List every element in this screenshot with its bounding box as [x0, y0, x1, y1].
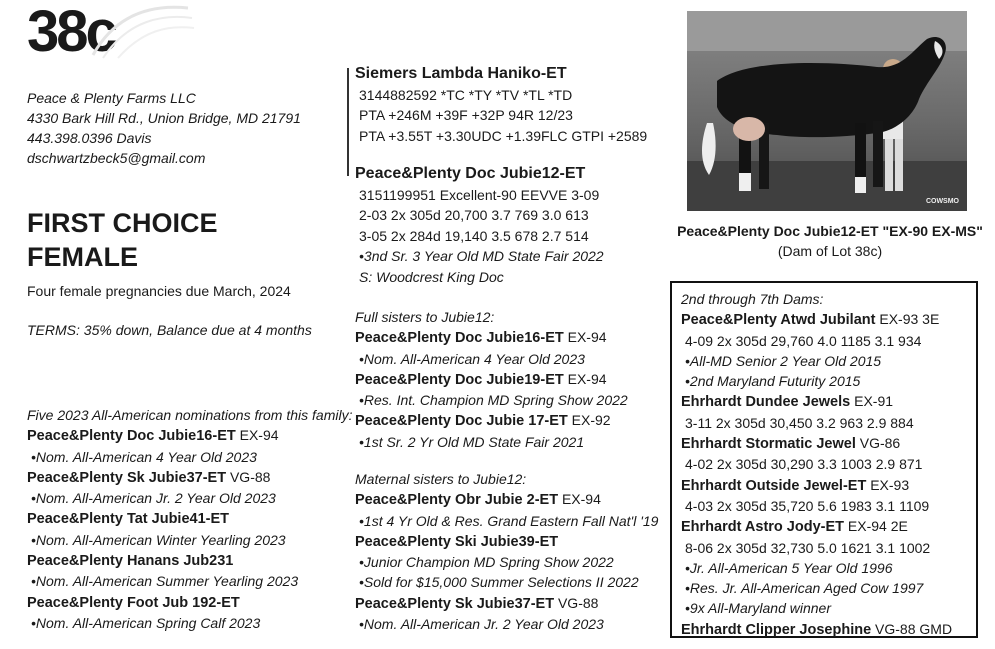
dam-line: 2-03 2x 305d 20,700 3.7 769 3.0 613	[359, 207, 589, 223]
cow-name: Peace&Plenty Tat Jubie41-ET	[27, 511, 230, 528]
list-item	[681, 391, 976, 412]
list-item	[681, 433, 976, 454]
cow-name: Peace&Plenty Obr Jubie 2-ET	[355, 492, 559, 509]
consignor-phone: 443.398.0396 Davis	[27, 130, 152, 146]
cow-note: •Sold for $15,000 Summer Selections II 2022	[359, 574, 639, 591]
list-item	[681, 619, 976, 640]
cow-silhouette-icon	[687, 11, 967, 211]
cow-grade: EX-94	[235, 427, 279, 444]
sale-terms: TERMS: 35% down, Balance due at 4 months	[27, 322, 312, 338]
cow-photo	[687, 11, 967, 211]
consignor-info	[27, 88, 301, 168]
cow-grade: EX-92	[567, 412, 611, 429]
maternal-sisters-title: Maternal sisters to Jubie12:	[355, 471, 527, 487]
photo-caption	[665, 221, 995, 261]
cow-name: Ehrhardt Astro Jody-ET	[681, 519, 845, 536]
dam-note: •3nd Sr. 3 Year Old MD State Fair 2022	[359, 248, 604, 264]
cow-grade: EX-94	[558, 491, 601, 508]
list-item	[27, 550, 353, 571]
cow-name: Peace&Plenty Atwd Jubilant	[681, 312, 876, 329]
cow-grade: VG-88 GMD	[871, 620, 953, 637]
decorative-swirl-icon	[88, 0, 198, 60]
cow-note: •1st 4 Yr Old & Res. Grand Eastern Fall Nat'l '19	[359, 512, 659, 529]
cow-record: 8-06 2x 305d 32,730 5.0 1621 3.1 1002	[685, 539, 931, 556]
cow-name: Peace&Plenty Doc Jubie 17-ET	[355, 413, 568, 430]
headline-line-1: FIRST CHOICE	[27, 208, 218, 238]
cow-grade: EX-93	[866, 476, 910, 493]
cow-note: •Nom. All-American 4 Year Old 2023	[31, 448, 257, 465]
cow-name: Ehrhardt Dundee Jewels	[681, 394, 851, 411]
consignor-address: 4330 Bark Hill Rd., Union Bridge, MD 21791	[27, 110, 301, 126]
cow-grade: EX-91	[850, 393, 894, 410]
lot-headline	[27, 206, 218, 274]
dam-name: Peace&Plenty Doc Jubie12-ET	[355, 165, 586, 182]
sire-line: PTA +3.55T +3.30UDC +1.39FLC GTPI +2589	[359, 127, 648, 144]
cow-grade: EX-94 2E	[844, 518, 908, 535]
cow-note: •Nom. All-American Jr. 2 Year Old 2023	[359, 616, 604, 633]
cow-name: Peace&Plenty Doc Jubie16-ET	[27, 428, 236, 445]
cow-note: •Nom. All-American Jr. 2 Year Old 2023	[31, 490, 276, 507]
sire-line: PTA +246M +39F +32P 94R 12/23	[359, 107, 573, 123]
consignor-email: dschwartzbeck5@gmail.com	[27, 150, 206, 166]
cow-name: Peace&Plenty Foot Jub 192-ET	[27, 594, 240, 611]
list-item	[681, 309, 976, 330]
photo-credit: COWSMO	[925, 198, 959, 205]
consignor-farm: Peace & Plenty Farms LLC	[27, 90, 196, 106]
cow-name: Peace&Plenty Hanans Jub231	[27, 553, 234, 570]
nominations-list	[27, 405, 353, 633]
list-item	[27, 467, 353, 488]
pedigree-bracket	[347, 68, 349, 176]
list-item	[27, 425, 353, 446]
dams-title: 2nd through 7th Dams:	[681, 291, 824, 307]
nominations-intro: Five 2023 All-American nominations from this family:	[27, 407, 353, 423]
cow-name: Peace&Plenty Doc Jubie19-ET	[355, 371, 564, 388]
dams-box	[670, 281, 978, 638]
list-item	[355, 593, 658, 614]
cow-grade: VG-88	[554, 594, 599, 611]
dam-block	[355, 164, 604, 287]
cow-note: •9x All-Maryland winner	[685, 600, 831, 617]
cow-note: •Nom. All-American 4 Year Old 2023	[359, 350, 585, 367]
cow-name: Peace&Plenty Sk Jubie37-ET	[355, 595, 555, 612]
maternal-sisters-list	[355, 469, 658, 634]
sire-block	[355, 64, 647, 146]
full-sisters-title: Full sisters to Jubie12:	[355, 309, 495, 325]
cow-note: •Res. Jr. All-American Aged Cow 1997	[685, 580, 924, 597]
cow-grade: EX-94	[563, 370, 607, 387]
caption-sub: (Dam of Lot 38c)	[777, 243, 883, 259]
cow-name: Peace&Plenty Doc Jubie16-ET	[355, 330, 564, 347]
cow-note: •Junior Champion MD Spring Show 2022	[359, 554, 614, 571]
cow-record: 3-11 2x 305d 30,450 3.2 963 2.9 884	[685, 414, 914, 431]
headline-line-2: FEMALE	[27, 242, 138, 272]
list-item	[27, 508, 353, 529]
sire-name: Siemers Lambda Haniko-ET	[355, 65, 567, 82]
cow-record: 4-09 2x 305d 29,760 4.0 1185 3.1 934	[685, 332, 922, 349]
dam-note: S: Woodcrest King Doc	[359, 268, 504, 285]
cow-note: •Nom. All-American Winter Yearling 2023	[31, 531, 286, 548]
full-sisters-list	[355, 307, 628, 452]
cow-grade: VG-88	[226, 468, 271, 485]
cow-name: Ehrhardt Outside Jewel-ET	[681, 477, 867, 494]
cow-note: •Nom. All-American Summer Yearling 2023	[31, 573, 299, 590]
sire-line: 3144882592 *TC *TY *TV *TL *TD	[359, 86, 573, 103]
list-item	[355, 531, 658, 552]
cow-note: •2nd Maryland Futurity 2015	[685, 373, 861, 390]
cow-name: Ehrhardt Stormatic Jewel	[681, 436, 856, 453]
cow-note: •Jr. All-American 5 Year Old 1996	[685, 559, 893, 576]
cow-note: •1st Sr. 2 Yr Old MD State Fair 2021	[359, 433, 585, 450]
caption-name: Peace&Plenty Doc Jubie12-ET "EX-90 EX-MS"	[677, 223, 983, 239]
list-item	[355, 369, 628, 390]
dam-line: 3151199951 Excellent-90 EEVVE 3-09	[359, 186, 600, 203]
cow-note: •Res. Int. Champion MD Spring Show 2022	[359, 392, 628, 409]
cow-note: •Nom. All-American Spring Calf 2023	[31, 614, 261, 631]
dam-line: 3-05 2x 284d 19,140 3.5 678 2.7 514	[359, 227, 589, 244]
cow-name: Peace&Plenty Sk Jubie37-ET	[27, 469, 227, 486]
cow-name: Ehrhardt Clipper Josephine	[681, 621, 872, 638]
cow-record: 4-03 2x 305d 35,720 5.6 1983 3.1 1109	[685, 497, 930, 514]
list-item	[681, 475, 976, 496]
cow-grade: VG-86	[855, 435, 901, 452]
cow-name: Peace&Plenty Ski Jubie39-ET	[355, 533, 559, 550]
list-item	[27, 592, 353, 613]
cow-note: •All-MD Senior 2 Year Old 2015	[685, 352, 882, 369]
list-item	[355, 489, 658, 510]
lot-number: 38c	[27, 0, 115, 64]
lot-subline: Four female pregnancies due March, 2024	[27, 283, 291, 299]
list-item	[355, 327, 628, 348]
cow-grade: EX-93 3E	[875, 311, 940, 328]
list-item	[681, 516, 976, 537]
cow-record: 4-02 2x 305d 30,290 3.3 1003 2.9 871	[685, 456, 923, 473]
cow-grade: EX-94	[563, 329, 607, 346]
list-item	[355, 410, 628, 431]
